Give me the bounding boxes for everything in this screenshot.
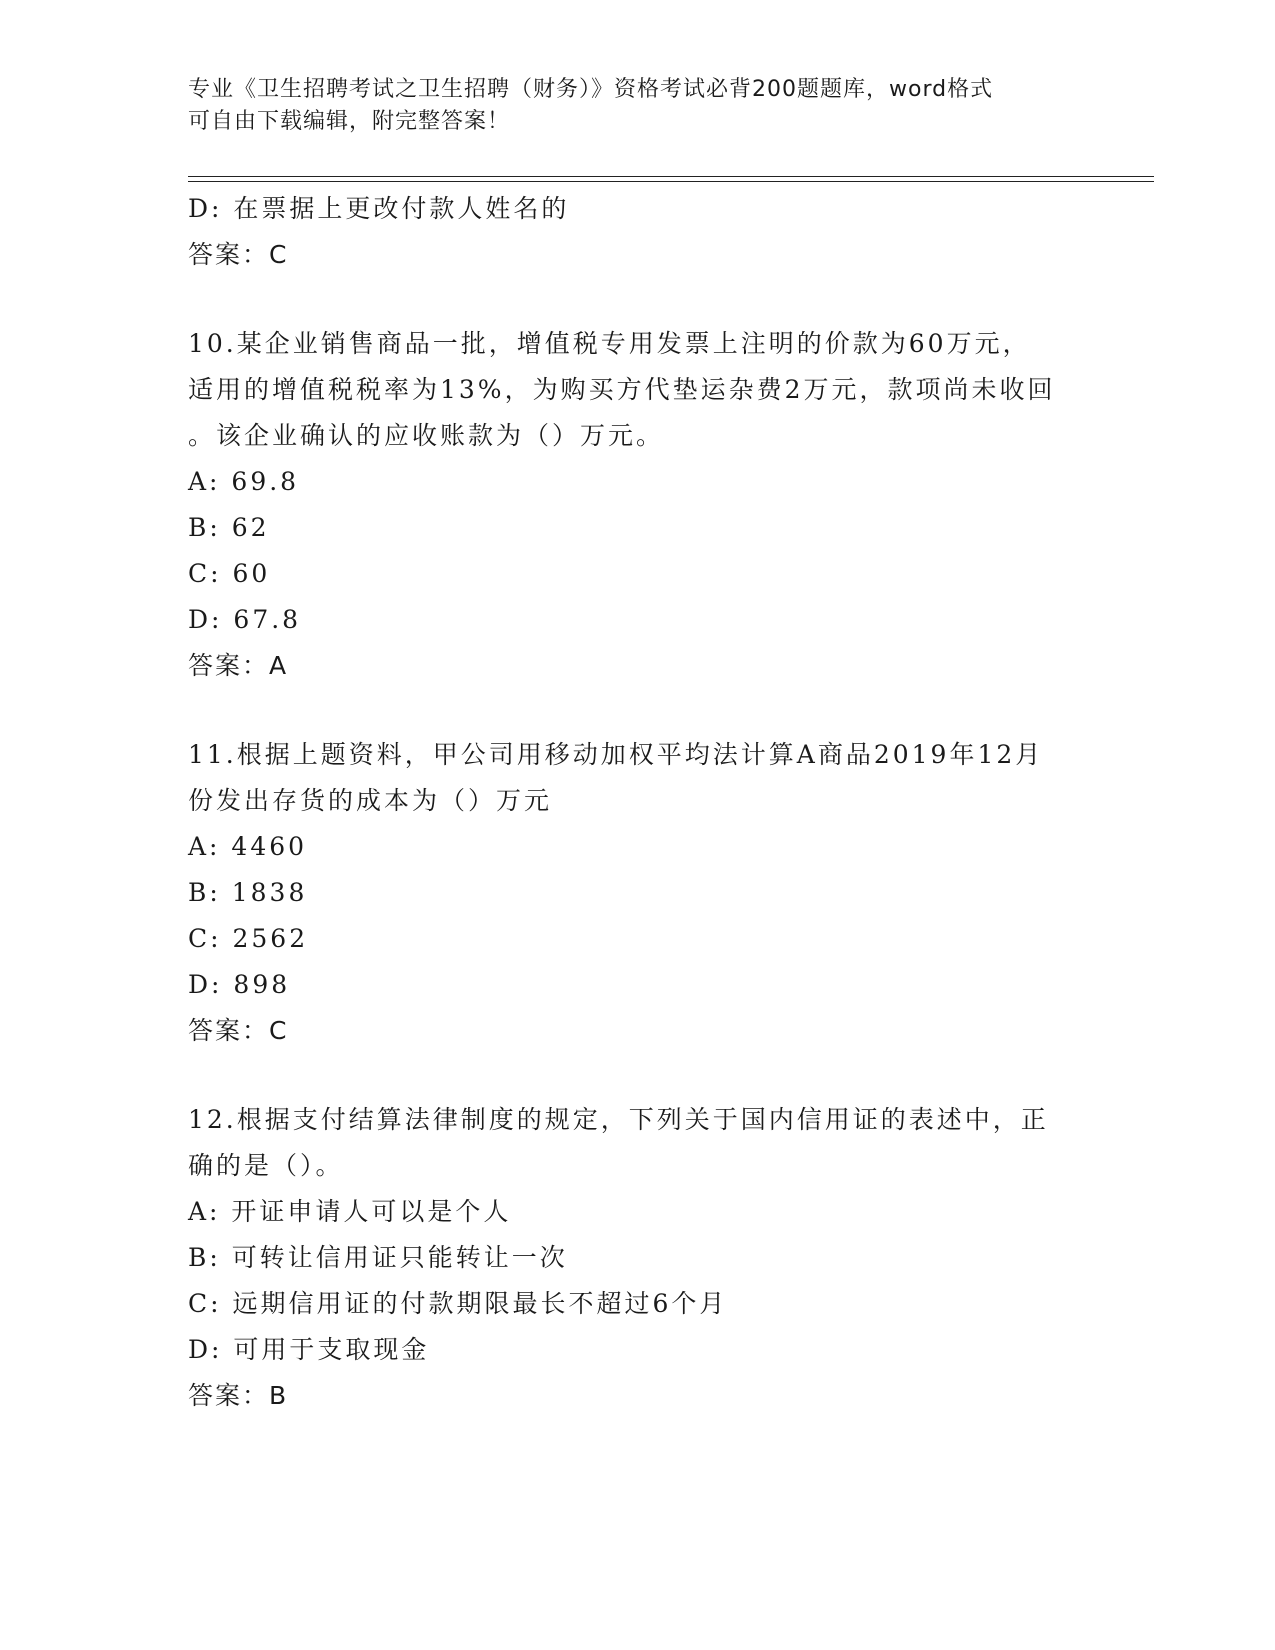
answer-line: 答案：B	[188, 1381, 289, 1410]
header-line-2: 可自由下载编辑，附完整答案！	[188, 109, 511, 134]
option-a: A: 开证申请人可以是个人	[188, 1197, 512, 1226]
option-d: D: 可用于支取现金	[188, 1335, 430, 1364]
option-d: D: 67.8	[188, 605, 302, 634]
answer-line: 答案：A	[188, 651, 289, 680]
option-d: D: 898	[188, 970, 291, 999]
option-b: B: 1838	[188, 878, 308, 907]
option-b: B: 可转让信用证只能转让一次	[188, 1243, 568, 1272]
header-rule-bottom	[188, 181, 1154, 182]
option-a: A: 69.8	[188, 467, 300, 496]
option-d: D: 在票据上更改付款人姓名的	[188, 194, 570, 223]
option-c: C: 2562	[188, 924, 309, 953]
spacer	[188, 689, 1088, 732]
question-12	[188, 1097, 1088, 1419]
spacer	[188, 1054, 1088, 1097]
question-content	[188, 186, 1088, 1419]
question-text-line: 适用的增值税税率为13%，为购买方代垫运杂费2万元，款项尚未收回	[188, 375, 1056, 404]
answer-line: 答案：C	[188, 240, 289, 269]
question-10	[188, 321, 1088, 689]
question-text-line: 。该企业确认的应收账款为（）万元。	[188, 421, 665, 450]
question-text-line: 12.根据支付结算法律制度的规定，下列关于国内信用证的表述中，正	[188, 1105, 1049, 1134]
question-text-line: 11.根据上题资料，甲公司用移动加权平均法计算A商品2019年12月	[188, 740, 1044, 769]
answer-line: 答案：C	[188, 1016, 289, 1045]
question-text-line: 份发出存货的成本为（）万元	[188, 786, 553, 815]
question-9-tail	[188, 186, 1088, 278]
option-c: C: 60	[188, 559, 271, 588]
option-c: C: 远期信用证的付款期限最长不超过6个月	[188, 1289, 728, 1318]
header-line-1: 专业《卫生招聘考试之卫生招聘（财务）》资格考试必背200题题库，word格式	[188, 77, 994, 102]
question-text-line: 确的是（）。	[188, 1151, 344, 1180]
question-11	[188, 732, 1088, 1054]
document-header	[188, 74, 1068, 138]
question-text-line: 10.某企业销售商品一批，增值税专用发票上注明的价款为60万元，	[188, 329, 1031, 358]
option-a: A: 4460	[188, 832, 308, 861]
spacer	[188, 278, 1088, 321]
option-b: B: 62	[188, 513, 270, 542]
header-rule-top	[188, 176, 1154, 177]
